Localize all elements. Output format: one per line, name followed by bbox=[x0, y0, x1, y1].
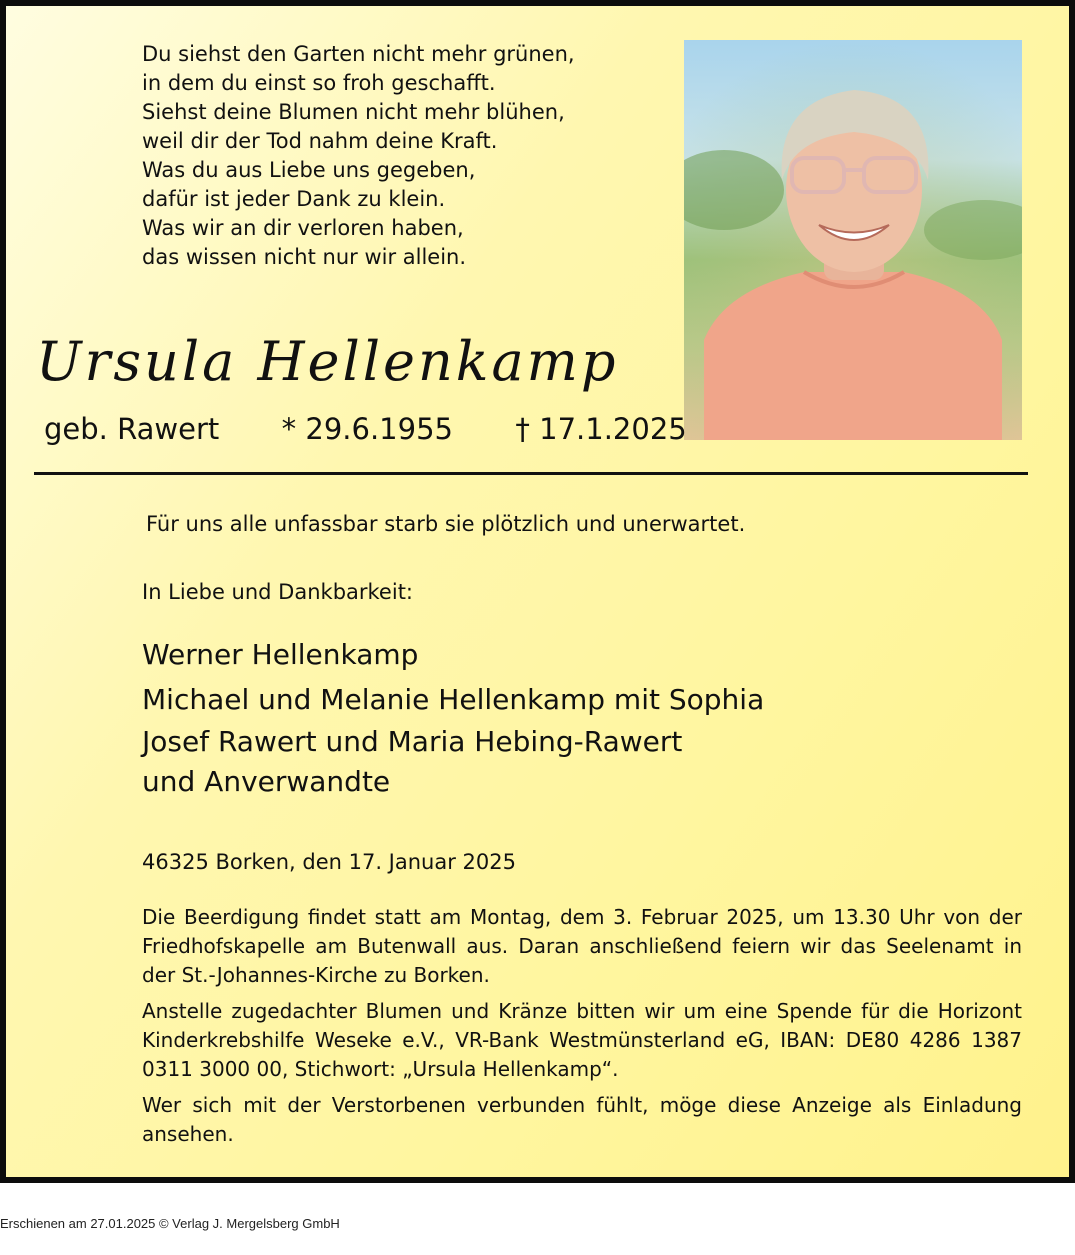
death-statement: Für uns alle unfassbar starb sie plötzlich und unerwartet. bbox=[146, 512, 746, 536]
poem-line: weil dir der Tod nahm deine Kraft. bbox=[142, 129, 498, 153]
family-member: und Anverwandte bbox=[142, 765, 391, 798]
death-date: † 17.1.2025 bbox=[515, 412, 687, 446]
place-date: 46325 Borken, den 17. Januar 2025 bbox=[142, 850, 516, 874]
poem-line: Was wir an dir verloren haben, bbox=[142, 216, 464, 240]
family-member: Michael und Melanie Hellenkamp mit Sophia bbox=[142, 683, 765, 716]
poem-line: Du siehst den Garten nicht mehr grünen, bbox=[142, 42, 575, 66]
poem-line: in dem du einst so froh geschafft. bbox=[142, 71, 496, 95]
deceased-name: Ursula Hellenkamp bbox=[36, 330, 619, 393]
birth-name: geb. Rawert bbox=[44, 412, 220, 446]
donation-info: Anstelle zugedachter Blumen und Kränze bitten wir um eine Spende für die Horizont Kinderkrebshilfe Weseke e.V., VR-Bank Westmünsterland eG, IBAN: DE80 4286 1387 0311 3000 00, Stichwort: „Ursula Hellenkamp“. bbox=[142, 999, 1022, 1081]
family-list bbox=[142, 632, 764, 802]
family-member: Josef Rawert und Maria Hebing-Rawert bbox=[142, 725, 683, 758]
closing-note: Wer sich mit der Verstorbenen verbunden fühlt, möge diese Anzeige als Einladung ansehen. bbox=[142, 1093, 1022, 1146]
portrait-illustration bbox=[684, 40, 1022, 440]
family-member: Werner Hellenkamp bbox=[142, 638, 419, 671]
poem-line: Siehst deine Blumen nicht mehr blühen, bbox=[142, 100, 565, 124]
poem-line: dafür ist jeder Dank zu klein. bbox=[142, 187, 446, 211]
poem bbox=[142, 40, 575, 272]
divider bbox=[34, 472, 1028, 475]
poem-line: das wissen nicht nur wir allein. bbox=[142, 245, 467, 269]
birth-date: * 29.6.1955 bbox=[281, 412, 453, 446]
signoff: In Liebe und Dankbarkeit: bbox=[142, 580, 414, 604]
funeral-info: Die Beerdigung findet statt am Montag, dem 3. Februar 2025, um 13.30 Uhr von der Friedhofskapelle am Butenwall aus. Daran anschließend feiern wir das Seelenamt in der St.-Johannes-Kirche zu Borken. bbox=[142, 905, 1022, 987]
life-dates bbox=[44, 412, 687, 446]
portrait-photo bbox=[684, 40, 1022, 440]
publication-footer: Erschienen am 27.01.2025 © Verlag J. Mergelsberg GmbH bbox=[0, 1216, 340, 1231]
poem-line: Was du aus Liebe uns gegeben, bbox=[142, 158, 476, 182]
